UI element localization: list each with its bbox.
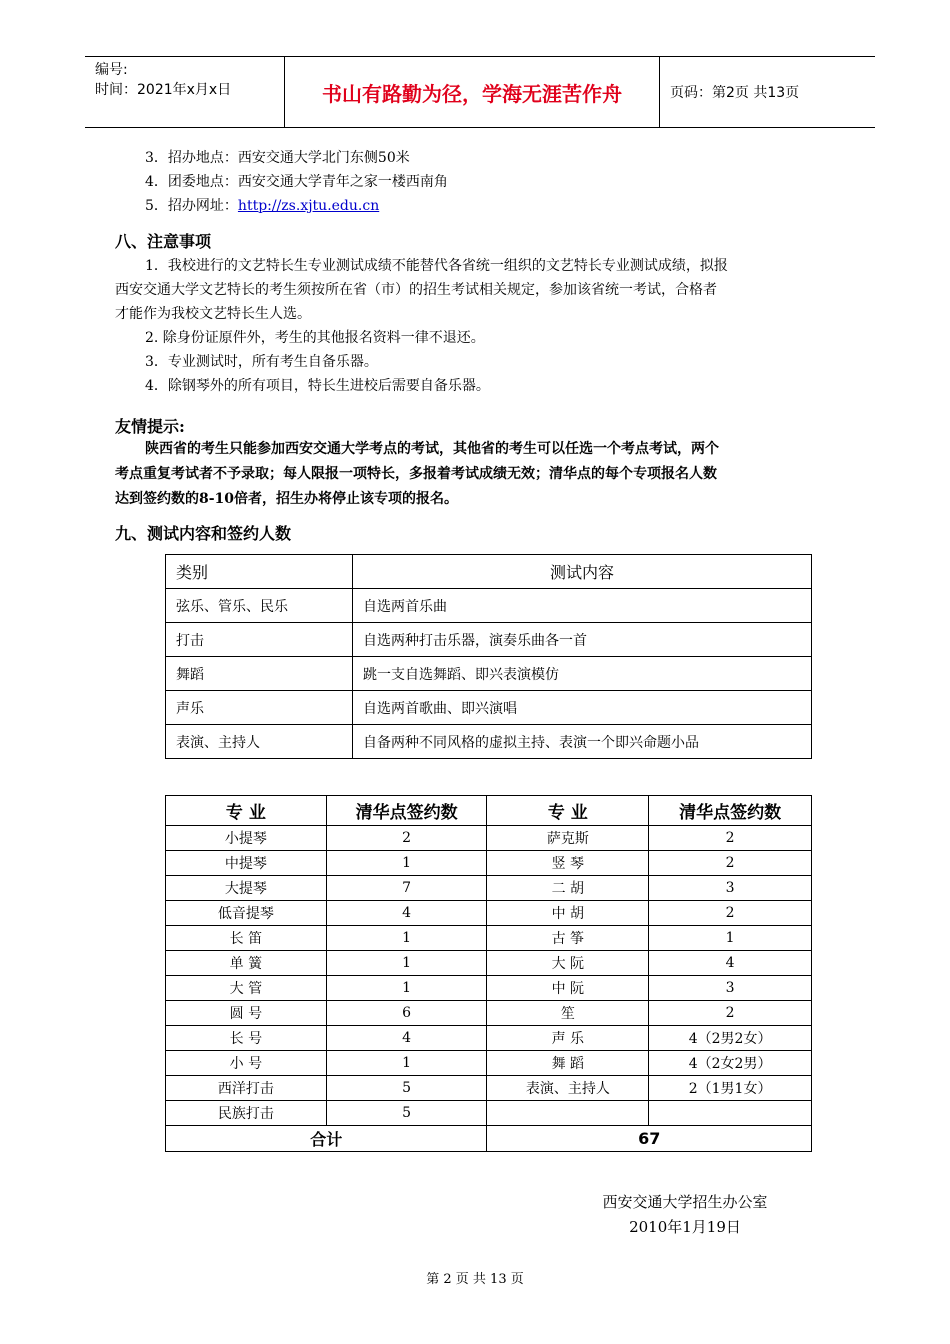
notice-line: 1．我校进行的文艺特长生专业测试成绩不能替代各省统一组织的文艺特长专业测试成绩，拟报 — [145, 258, 728, 274]
content-cell: 自备两种不同风格的虚拟主持、表演一个即兴命题小品 — [353, 725, 812, 759]
quota-cell: 2 — [649, 851, 812, 876]
table-row — [166, 976, 812, 1001]
header-cell: 专 业 — [166, 796, 327, 826]
content-cell: 自选两首歌曲、即兴演唱 — [353, 691, 812, 725]
category-cell: 打击 — [166, 623, 353, 657]
quota-cell: 4 — [326, 901, 487, 926]
major-cell: 中 胡 — [487, 901, 649, 926]
quota-cell: 6 — [326, 1001, 487, 1026]
tips-line: 考点重复考试者不予录取；每人限报一项特长，多报着考试成绩无效；清华点的每个专项报名人数 — [115, 466, 717, 482]
major-cell: 表演、主持人 — [487, 1076, 649, 1101]
total-label: 合计 — [166, 1126, 487, 1152]
major-cell: 大 阮 — [487, 951, 649, 976]
website-link[interactable]: http://zs.xjtu.edu.cn — [237, 198, 380, 214]
quota-cell: 2 — [326, 826, 487, 851]
content-cell: 自选两首乐曲 — [353, 589, 812, 623]
table-row — [166, 851, 812, 876]
major-cell: 长 笛 — [166, 926, 327, 951]
table-row — [166, 589, 812, 623]
quota-cell: 5 — [326, 1076, 487, 1101]
notice-line: 西安交通大学文艺特长的考生须按所在省（市）的招生考试相关规定，参加该省统一考试，合格者 — [115, 282, 717, 298]
table-row — [166, 691, 812, 725]
table-row — [166, 1026, 812, 1051]
quota-cell: 1 — [326, 1051, 487, 1076]
contact-line: 3．招办地点：西安交通大学北门东侧50米 — [145, 150, 410, 166]
quota-cell: 1 — [326, 926, 487, 951]
page-footer: 第 2 页 共 13 页 — [426, 1272, 524, 1287]
quota-cell: 3 — [649, 976, 812, 1001]
table-row — [166, 1076, 812, 1101]
major-cell: 竖 琴 — [487, 851, 649, 876]
header-cell: 清华点签约数 — [649, 796, 812, 826]
major-cell: 舞 蹈 — [487, 1051, 649, 1076]
quota-cell: 4 — [326, 1026, 487, 1051]
major-cell: 笙 — [487, 1001, 649, 1026]
major-cell: 中 阮 — [487, 976, 649, 1001]
quota-cell: 4 — [649, 951, 812, 976]
table-row — [166, 926, 812, 951]
quota-cell — [649, 1101, 812, 1126]
header-slogan: 书山有路勤为径，学海无涯苦作舟 — [285, 57, 660, 127]
quota-cell: 7 — [326, 876, 487, 901]
quota-cell: 2 — [649, 826, 812, 851]
table-row — [166, 1051, 812, 1076]
major-cell: 大 管 — [166, 976, 327, 1001]
major-cell: 二 胡 — [487, 876, 649, 901]
major-cell: 萨克斯 — [487, 826, 649, 851]
quota-cell: 3 — [649, 876, 812, 901]
table-row — [166, 901, 812, 926]
quota-cell: 1 — [326, 951, 487, 976]
major-cell: 西洋打击 — [166, 1076, 327, 1101]
quota-cell: 2 — [649, 1001, 812, 1026]
tips-line: 陕西省的考生只能参加西安交通大学考点的考试，其他省的考生可以任选一个考点考试，两个 — [145, 441, 719, 457]
major-cell: 古 筝 — [487, 926, 649, 951]
quota-cell: 4（2男2女） — [649, 1026, 812, 1051]
major-cell: 声 乐 — [487, 1026, 649, 1051]
table-row — [166, 623, 812, 657]
major-cell — [487, 1101, 649, 1126]
section8-title: 八、注意事项 — [115, 232, 212, 251]
table-row — [166, 826, 812, 851]
tips-title: 友情提示: — [115, 417, 185, 436]
notice-line: 才能作为我校文艺特长生人选。 — [115, 306, 311, 322]
quota-cell: 1 — [326, 851, 487, 876]
table-row — [166, 725, 812, 759]
signature-date: 2010年1月19日 — [629, 1218, 741, 1236]
quota-cell: 1 — [326, 976, 487, 1001]
quota-cell: 5 — [326, 1101, 487, 1126]
page-header — [85, 56, 875, 128]
major-cell: 圆 号 — [166, 1001, 327, 1026]
quota-cell: 2 — [649, 901, 812, 926]
tips-line: 达到签约数的8-10倍者，招生办将停止该专项的报名。 — [115, 491, 459, 507]
website-label: 5．招办网址： — [145, 198, 238, 214]
quota-cell: 4（2女2男） — [649, 1051, 812, 1076]
test-content-table — [165, 554, 812, 759]
website-line — [115, 194, 815, 218]
table-row — [166, 1101, 812, 1126]
tips-body — [115, 437, 815, 512]
contact-block — [115, 146, 815, 218]
table-header-row — [166, 796, 812, 826]
section9-title: 九、测试内容和签约人数 — [115, 524, 292, 543]
table-row — [166, 657, 812, 691]
contact-line: 4．团委地点：西安交通大学青年之家一楼西南角 — [145, 174, 448, 190]
notice-item: 4．除钢琴外的所有项目，特长生进校后需要自备乐器。 — [145, 378, 490, 394]
header-page-info: 页码：第2页 共13页 — [670, 85, 800, 101]
notice-item: 3．专业测试时，所有考生自备乐器。 — [145, 354, 378, 370]
major-cell: 低音提琴 — [166, 901, 327, 926]
table-row — [166, 876, 812, 901]
major-cell: 小提琴 — [166, 826, 327, 851]
quota-cell: 2（1男1女） — [649, 1076, 812, 1101]
content-cell: 跳一支自选舞蹈、即兴表演模仿 — [353, 657, 812, 691]
notice-item: 2. 除身份证原件外，考生的其他报名资料一律不退还。 — [145, 330, 485, 346]
total-value: 67 — [487, 1126, 812, 1152]
quota-table-body — [166, 826, 812, 1126]
table-header-row — [166, 555, 812, 589]
major-cell: 中提琴 — [166, 851, 327, 876]
header-cell: 测试内容 — [353, 555, 812, 589]
quota-cell: 1 — [649, 926, 812, 951]
total-row — [166, 1126, 812, 1152]
major-cell: 民族打击 — [166, 1101, 327, 1126]
header-cell: 清华点签约数 — [326, 796, 487, 826]
header-meta — [85, 57, 285, 127]
major-cell: 小 号 — [166, 1051, 327, 1076]
header-cell: 类别 — [166, 555, 353, 589]
number-label: 编号: — [95, 62, 128, 78]
category-cell: 弦乐、管乐、民乐 — [166, 589, 353, 623]
category-cell: 表演、主持人 — [166, 725, 353, 759]
major-cell: 长 号 — [166, 1026, 327, 1051]
category-cell: 舞蹈 — [166, 657, 353, 691]
header-cell: 专 业 — [487, 796, 649, 826]
content-cell: 自选两种打击乐器，演奏乐曲各一首 — [353, 623, 812, 657]
major-cell: 大提琴 — [166, 876, 327, 901]
quota-table — [165, 795, 812, 1152]
signature-block — [560, 1190, 810, 1240]
time-label: 时间：2021年x月x日 — [95, 82, 232, 98]
table-row — [166, 951, 812, 976]
signature-org: 西安交通大学招生办公室 — [602, 1193, 768, 1211]
section8-body — [115, 254, 815, 398]
category-cell: 声乐 — [166, 691, 353, 725]
major-cell: 单 簧 — [166, 951, 327, 976]
table-row — [166, 1001, 812, 1026]
